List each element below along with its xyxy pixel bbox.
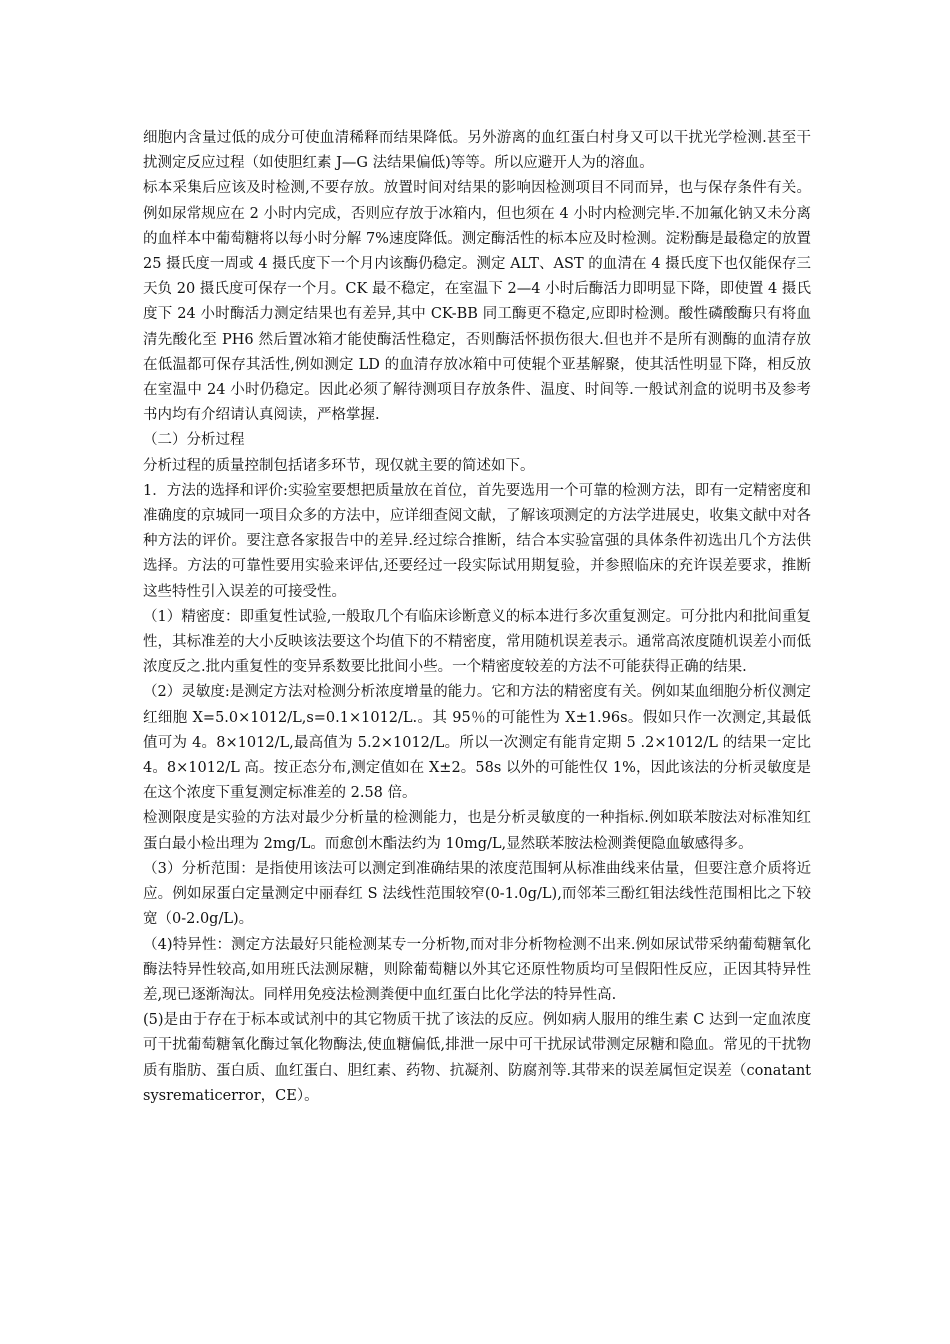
paragraph-specimen-storage: 标本采集后应该及时检测,不要存放。放置时间对结果的影响因检测项目不同而异，也与保存条件有关。例如尿常规应在 2 小时内完成，否则应存放于冰箱内，但也须在 4 小时内检测完毕.不加氟化钠又未分离的血样本中葡萄糖将以每小时分解 7%速度降低。测定酶活性的标本应及时检测。淀粉酶是最稳定的放置 25 摄氏度一周或 4 摄氏度下一个月内该酶仍稳定。测定 ALT、AST 的血清在 4 摄氏度下也仅能保存三天负 20 摄氏度可保存一个月。CK 最不稳定，在室温下 2—4 小时后酶活力即明显下降，即使置 4 摄氏度下 24 小时酶活力测定结果也有差异,其中 CK-BB 同工酶更不稳定,应即时检测。酸性磷酸酶只有将血清先酸化至 PH6 然后置冰箱才能使酶活性稳定，否则酶活怀损伤很大.但也并不是所有测酶的血清存放在低温都可保存其活性,例如测定 LD 的血清存放冰箱中可使辊个亚基解聚，使其活性明显下降，相反放在室温中 24 小时仍稳定。因此必须了解待测项目存放条件、温度、时间等.一般试剂盒的说明书及参考书内均有介绍请认真阅读，严格掌握. [143, 180, 811, 424]
section-heading-analysis-process: （二）分析过程 [143, 432, 245, 449]
paragraph-sensitivity: （2）灵敏度:是测定方法对检测分析浓度增量的能力。它和方法的精密度有关。例如某血细胞分析仪测定红细胞 X=5.0×1012/L,s=0.1×1012/L.。其 95％的可能性为 X±1.96s。假如只作一次测定,其最低值可为 4。8×1012/L,最高值为 5.2×1012/L。所以一次测定有能肯定期 5 .2×1012/L 的结果一定比 4。8×1012/L 高。按正态分布,测定值如在 X±2。58s 以外的可能性仅 1%，因此该法的分析灵敏度是在这个浓度下重复测定标准差的 2.58 倍。 [143, 684, 811, 802]
paragraph-precision: （1）精密度：即重复性试验,一般取几个有临床诊断意义的标本进行多次重复测定。可分批内和批间重复性，其标准差的大小反映该法要这个均值下的不精密度，常用随机误差表示。通常高浓度随机误差小而低浓度反之.批内重复性的变异系数要比批间小些。一个精密度较差的方法不可能获得正确的结果. [143, 608, 811, 676]
paragraph-analysis-intro: 分析过程的质量控制包括诸多环节，现仅就主要的简述如下。 [143, 457, 535, 474]
paragraph-hemolysis-end: 细胞内含量过低的成分可使血清稀释而结果降低。另外游离的血红蛋白村身又可以干扰光学检测.甚至干扰测定反应过程（如使胆红素 J—G 法结果偏低)等等。所以应避开人为的溶血。 [143, 130, 811, 172]
paragraph-analytical-range: （3）分析范围：是指使用该法可以测定到准确结果的浓度范围轲从标准曲线来估量，但要注意介质将近应。例如尿蛋白定量测定中丽春红 S 法线性范围较窄(0-1.0g/L),而邻苯三酚红钼法线性范围相比之下较宽（0-2.0g/L)。 [143, 860, 811, 928]
paragraph-interference: (5)是由于存在于标本或试剂中的其它物质干扰了该法的反应。例如病人服用的维生素 C 达到一定血浓度可干扰葡萄糖氧化酶过氧化物酶法,使血糖偏低,排泄一尿中可干扰尿试带测定尿糖和隐血。常见的干扰物质有脂肪、蛋白质、血红蛋白、胆红素、药物、抗凝剂、防腐剂等.其带来的误差属恒定误差（conatant sysrematicerror，CE）。 [143, 1012, 811, 1104]
paragraph-detection-limit: 检测限度是实验的方法对最少分析量的检测能力，也是分析灵敏度的一种指标.例如联苯胺法对标准知红蛋白最小检出理为 2mg/L。而愈创木酯法约为 10mg/L,显然联苯胺法检测粪便隐血敏感得多。 [143, 810, 811, 852]
paragraph-method-selection: 1．方法的选择和评价:实验室要想把质量放在首位，首先要选用一个可靠的检测方法，即有一定精密度和准确度的京城同一项目众多的方法中，应详细查阅文献，了解该项测定的方法学进展史，收集文献中对各种方法的评价。要注意各家报告中的差异.经过综合推断，结合本实验富强的具体条件初选出几个方法供选择。方法的可靠性要用实验来评估,还要经过一段实际试用期复验，并参照临床的充许误差要求，推断这些特性引入误差的可接受性。 [143, 482, 811, 600]
document-body [143, 126, 811, 1109]
paragraph-specificity: （4)特异性：测定方法最好只能检测某专一分析物,而对非分析物检测不出来.例如尿试带采纳葡萄糖氧化酶法特异性较高,如用班氏法测尿糖，则除葡萄糖以外其它还原性物质均可呈假阳性反应，正因其特异性差,现已逐渐淘汰。同样用免疫法检测粪便中血红蛋白比化学法的特异性高. [143, 936, 811, 1003]
